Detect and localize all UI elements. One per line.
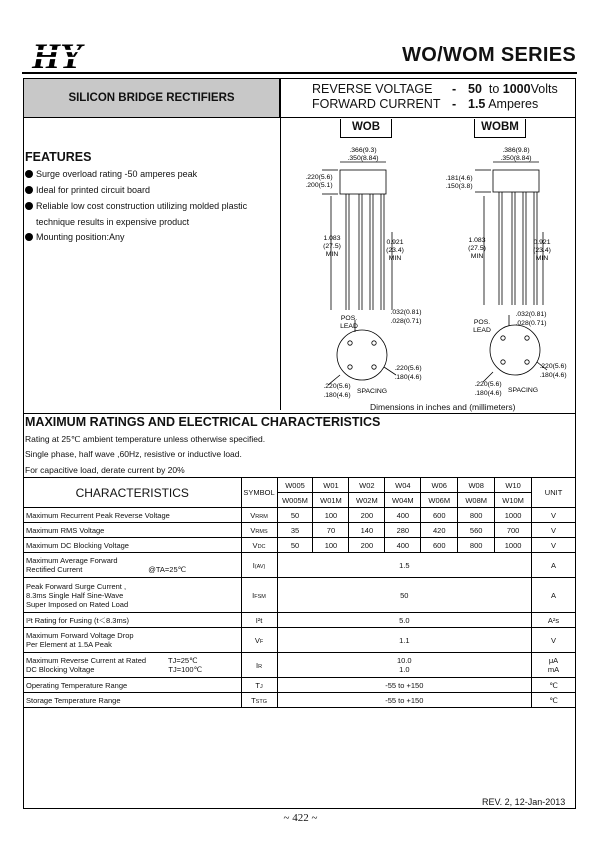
table-row: Peak Forward Surge Current , 8.3ms Single Half Sine-Wave Super Imposed on Rated Load IFSM 50 A bbox=[24, 578, 576, 613]
revision-label: REV. 2, 12-Jan-2013 bbox=[482, 797, 566, 807]
svg-text:.180(4.6): .180(4.6) bbox=[539, 372, 567, 379]
reverse-voltage-row: REVERSE VOLTAGE - 50 to 1000Volts bbox=[312, 82, 558, 96]
wob-outline-drawing bbox=[282, 140, 427, 402]
rating-note: Rating at 25℃ ambient temperature unless otherwise specified. bbox=[25, 434, 266, 444]
table-row: Maximum Recurrent Peak Reverse Voltage VRRM 50 100 200 400 600 800 1000 V bbox=[24, 508, 576, 523]
svg-text:0.921: 0.921 bbox=[386, 239, 404, 246]
bullet-icon bbox=[25, 170, 33, 178]
table-row: Maximum Forward Voltage Drop Per Element at 1.5A Peak VF 1.1 V bbox=[24, 628, 576, 653]
svg-text:.366(9.3): .366(9.3) bbox=[349, 147, 377, 154]
section-divider bbox=[24, 413, 576, 414]
svg-text:0.921: 0.921 bbox=[533, 239, 551, 246]
rating-note: Single phase, half wave ,60Hz, resistive or inductive load. bbox=[25, 449, 242, 459]
svg-text:.180(4.6): .180(4.6) bbox=[394, 374, 422, 381]
feature-item: Surge overload rating -50 amperes peak bbox=[25, 166, 197, 182]
table-header-row: CHARACTERISTICS SYMBOL W005 W01 W02 W04 W06 W08 W10 UNIT bbox=[24, 478, 576, 493]
svg-text:.028(0.71): .028(0.71) bbox=[515, 320, 547, 327]
table-row: Maximum DC Blocking Voltage VDC 50 100 200 400 600 800 1000 V bbox=[24, 538, 576, 553]
svg-text:POS.: POS. bbox=[473, 319, 491, 326]
svg-text:SPACING: SPACING bbox=[507, 387, 539, 394]
svg-text:1.083: 1.083 bbox=[468, 237, 486, 244]
svg-text:.220(5.6): .220(5.6) bbox=[474, 381, 502, 388]
svg-text:(23.4): (23.4) bbox=[386, 247, 404, 254]
svg-text:.220(5.6): .220(5.6) bbox=[323, 383, 351, 390]
svg-text:SPACING: SPACING bbox=[356, 388, 388, 395]
svg-text:.181(4.6): .181(4.6) bbox=[445, 175, 473, 182]
svg-text:1.083: 1.083 bbox=[323, 235, 341, 242]
svg-text:MIN: MIN bbox=[535, 255, 549, 262]
svg-text:.220(5.6): .220(5.6) bbox=[394, 365, 422, 372]
logo-text: HY bbox=[32, 38, 82, 74]
unit-header: UNIT bbox=[532, 478, 576, 508]
svg-text:.350(8.84): .350(8.84) bbox=[500, 155, 532, 162]
ratings-heading: MAXIMUM RATINGS AND ELECTRICAL CHARACTERISTICS bbox=[25, 415, 381, 429]
svg-text:.180(4.6): .180(4.6) bbox=[474, 390, 502, 397]
table-row: Maximum RMS Voltage VRMS 35 70 140 280 420 560 700 V bbox=[24, 523, 576, 538]
table-row: Storage Temperature Range TSTG -55 to +150 ℃ bbox=[24, 693, 576, 708]
svg-text:.386(9.8): .386(9.8) bbox=[502, 147, 530, 154]
wobm-outline-drawing bbox=[425, 140, 575, 402]
characteristics-header: CHARACTERISTICS bbox=[24, 478, 242, 508]
dimensions-caption: Dimensions in inches and (millimeters) bbox=[370, 402, 516, 412]
characteristics-table bbox=[23, 477, 576, 708]
svg-text:.220(5.6): .220(5.6) bbox=[305, 174, 333, 181]
svg-text:.028(0.71): .028(0.71) bbox=[390, 318, 422, 325]
series-title: WO/WOM SERIES bbox=[402, 44, 576, 66]
svg-text:.032(0.81): .032(0.81) bbox=[390, 309, 422, 316]
svg-text:MIN: MIN bbox=[470, 253, 484, 260]
table-row: I²t Rating for Fusing (t＜8.3ms) I²t 5.0 A²s bbox=[24, 613, 576, 628]
forward-current-row: FORWARD CURRENT - 1.5 Amperes bbox=[312, 97, 539, 111]
svg-text:.180(4.6): .180(4.6) bbox=[323, 392, 351, 399]
svg-text:(27.5): (27.5) bbox=[323, 243, 341, 250]
key-ratings bbox=[312, 82, 558, 112]
svg-text:(23.4): (23.4) bbox=[533, 247, 551, 254]
ratings-divider bbox=[280, 117, 576, 118]
company-logo bbox=[28, 38, 136, 74]
symbol-header: SYMBOL bbox=[241, 478, 277, 508]
bullet-icon bbox=[25, 202, 33, 210]
svg-text:POS.: POS. bbox=[340, 315, 358, 322]
package-tab-wobm: WOBM bbox=[474, 119, 526, 138]
feature-item: Ideal for printed circuit board bbox=[25, 182, 150, 198]
table-row: Operating Temperature Range TJ -55 to +150 ℃ bbox=[24, 678, 576, 693]
svg-text:LEAD: LEAD bbox=[340, 323, 358, 330]
bullet-icon bbox=[25, 233, 33, 241]
rating-note: For capacitive load, derate current by 20% bbox=[25, 465, 185, 475]
product-title: SILICON BRIDGE RECTIFIERS bbox=[24, 79, 280, 118]
svg-text:MIN: MIN bbox=[388, 255, 402, 262]
page-number: ~ 422 ~ bbox=[283, 812, 318, 824]
table-row: Maximum Reverse Current at Rated TJ=25℃ DC Blocking Voltage TJ=100℃ IR 10.0 1.0 μA mA bbox=[24, 653, 576, 678]
feature-continuation: technique results in expensive product bbox=[36, 217, 190, 227]
svg-text:.350(8.84): .350(8.84) bbox=[347, 155, 379, 162]
svg-text:MIN: MIN bbox=[325, 251, 339, 258]
features-heading: FEATURES bbox=[25, 150, 92, 164]
svg-text:LEAD: LEAD bbox=[473, 327, 491, 334]
svg-text:.150(3.8): .150(3.8) bbox=[445, 183, 473, 190]
feature-item: Reliable low cost construction utilizing molded plastic bbox=[25, 198, 247, 214]
svg-text:.032(0.81): .032(0.81) bbox=[515, 311, 547, 318]
svg-text:.220(5.6): .220(5.6) bbox=[539, 363, 567, 370]
header-rule bbox=[22, 72, 577, 74]
svg-text:.200(5.1): .200(5.1) bbox=[305, 182, 333, 189]
table-row: Maximum Average Forward Rectified Current @TA=25℃ I(AV) 1.5 A bbox=[24, 553, 576, 578]
table-header-row: W005M W01M W02M W04M W06M W08M W10M bbox=[24, 493, 576, 508]
column-divider bbox=[280, 79, 281, 410]
feature-item: Mounting position:Any bbox=[25, 229, 125, 245]
package-tab-wob: WOB bbox=[340, 119, 392, 138]
bullet-icon bbox=[25, 186, 33, 194]
svg-text:(27.5): (27.5) bbox=[468, 245, 486, 252]
